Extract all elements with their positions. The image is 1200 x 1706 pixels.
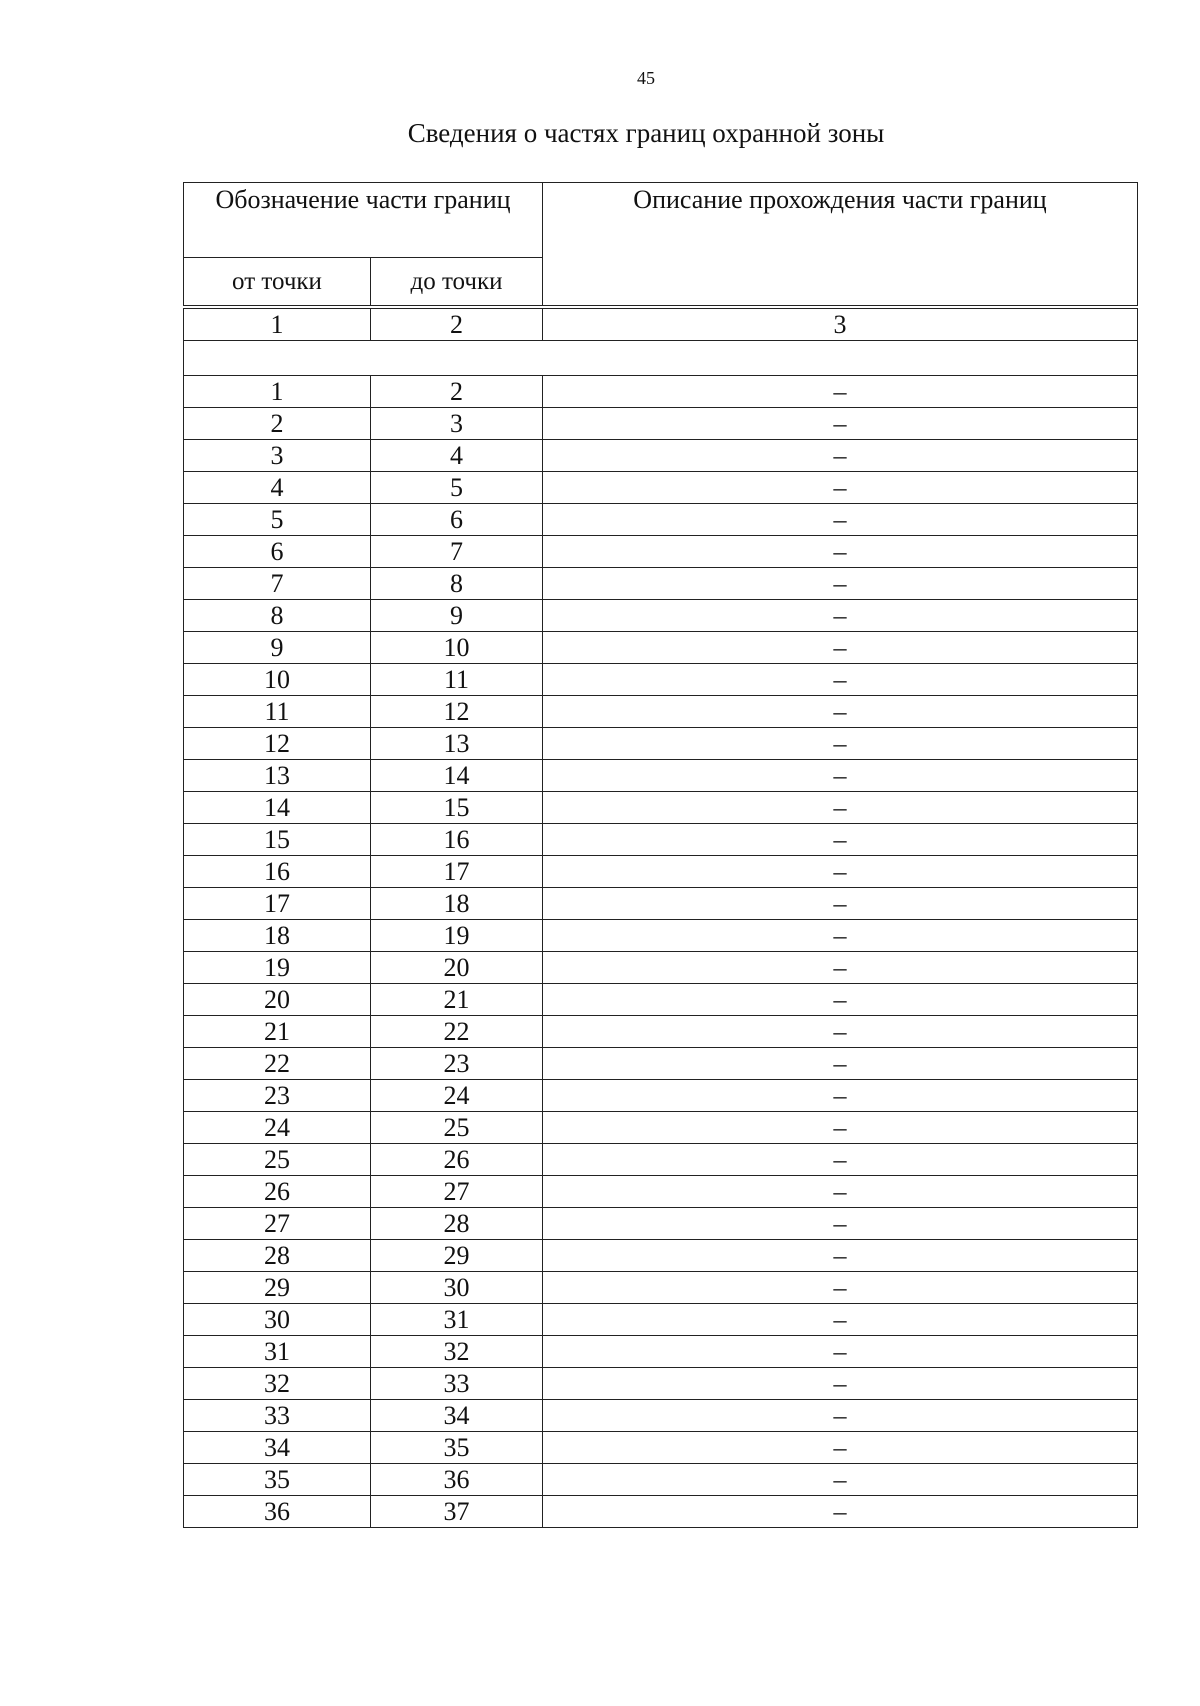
cell-from-point: 14 — [184, 792, 371, 824]
cell-description: – — [543, 1208, 1138, 1240]
cell-description: – — [543, 1080, 1138, 1112]
boundary-parts-table — [183, 182, 1138, 1528]
cell-description: – — [543, 952, 1138, 984]
cell-to-point: 7 — [371, 536, 543, 568]
cell-to-point: 10 — [371, 632, 543, 664]
cell-to-point: 21 — [371, 984, 543, 1016]
cell-description: – — [543, 728, 1138, 760]
column-number-3: 3 — [543, 309, 1138, 341]
table-row — [184, 1240, 1138, 1272]
header-from-point: от точки — [184, 258, 371, 306]
cell-description: – — [543, 1240, 1138, 1272]
cell-to-point: 11 — [371, 664, 543, 696]
cell-from-point: 4 — [184, 472, 371, 504]
cell-to-point: 25 — [371, 1112, 543, 1144]
cell-from-point: 20 — [184, 984, 371, 1016]
table-row — [184, 1016, 1138, 1048]
table-row — [184, 792, 1138, 824]
table-row — [184, 1048, 1138, 1080]
cell-description: – — [543, 1176, 1138, 1208]
cell-description: – — [543, 472, 1138, 504]
cell-to-point: 37 — [371, 1496, 543, 1528]
cell-to-point: 8 — [371, 568, 543, 600]
cell-to-point: 12 — [371, 696, 543, 728]
document-title: Сведения о частях границ охранной зоны — [407, 118, 885, 148]
table-row — [184, 664, 1138, 696]
table-row — [184, 1464, 1138, 1496]
cell-from-point: 36 — [184, 1496, 371, 1528]
cell-from-point: 2 — [184, 408, 371, 440]
cell-to-point: 4 — [371, 440, 543, 472]
table-row — [184, 696, 1138, 728]
cell-description: – — [543, 440, 1138, 472]
cell-description: – — [543, 696, 1138, 728]
cell-to-point: 13 — [371, 728, 543, 760]
cell-from-point: 5 — [184, 504, 371, 536]
table-row — [184, 504, 1138, 536]
cell-from-point: 6 — [184, 536, 371, 568]
cell-to-point: 26 — [371, 1144, 543, 1176]
cell-from-point: 26 — [184, 1176, 371, 1208]
cell-from-point: 3 — [184, 440, 371, 472]
table-row — [184, 1112, 1138, 1144]
header-row-main — [184, 183, 1138, 258]
blank-cell — [184, 341, 1138, 376]
table-row — [184, 888, 1138, 920]
cell-to-point: 22 — [371, 1016, 543, 1048]
cell-from-point: 12 — [184, 728, 371, 760]
cell-description: – — [543, 1400, 1138, 1432]
cell-description: – — [543, 504, 1138, 536]
cell-from-point: 11 — [184, 696, 371, 728]
cell-to-point: 34 — [371, 1400, 543, 1432]
blank-row — [184, 341, 1138, 376]
cell-description: – — [543, 1464, 1138, 1496]
table-row — [184, 856, 1138, 888]
table-row — [184, 1336, 1138, 1368]
header-to-point: до точки — [371, 258, 543, 306]
cell-to-point: 20 — [371, 952, 543, 984]
cell-description: – — [543, 1272, 1138, 1304]
cell-from-point: 28 — [184, 1240, 371, 1272]
cell-to-point: 28 — [371, 1208, 543, 1240]
table-row — [184, 600, 1138, 632]
table-row — [184, 824, 1138, 856]
cell-description: – — [543, 632, 1138, 664]
cell-description: – — [543, 536, 1138, 568]
cell-to-point: 36 — [371, 1464, 543, 1496]
cell-description: – — [543, 408, 1138, 440]
cell-from-point: 33 — [184, 1400, 371, 1432]
table-row — [184, 568, 1138, 600]
table-row — [184, 632, 1138, 664]
column-number-1: 1 — [184, 309, 371, 341]
cell-description: – — [543, 824, 1138, 856]
table-row — [184, 472, 1138, 504]
cell-from-point: 32 — [184, 1368, 371, 1400]
table-row — [184, 1176, 1138, 1208]
table-row — [184, 536, 1138, 568]
cell-to-point: 32 — [371, 1336, 543, 1368]
cell-to-point: 27 — [371, 1176, 543, 1208]
table-row — [184, 952, 1138, 984]
cell-to-point: 29 — [371, 1240, 543, 1272]
cell-description: – — [543, 856, 1138, 888]
cell-from-point: 18 — [184, 920, 371, 952]
table-row — [184, 376, 1138, 408]
table-row — [184, 1400, 1138, 1432]
cell-to-point: 24 — [371, 1080, 543, 1112]
cell-to-point: 18 — [371, 888, 543, 920]
table-row — [184, 440, 1138, 472]
column-number-2: 2 — [371, 309, 543, 341]
table-row — [184, 984, 1138, 1016]
cell-description: – — [543, 1336, 1138, 1368]
cell-description: – — [543, 600, 1138, 632]
cell-to-point: 6 — [371, 504, 543, 536]
cell-to-point: 9 — [371, 600, 543, 632]
header-description: Описание прохождения части границ — [543, 183, 1138, 306]
cell-from-point: 19 — [184, 952, 371, 984]
cell-to-point: 35 — [371, 1432, 543, 1464]
cell-from-point: 7 — [184, 568, 371, 600]
table-row — [184, 1368, 1138, 1400]
page-number: 45 — [637, 68, 655, 88]
cell-from-point: 24 — [184, 1112, 371, 1144]
cell-from-point: 10 — [184, 664, 371, 696]
cell-from-point: 16 — [184, 856, 371, 888]
cell-description: – — [543, 760, 1138, 792]
table-row — [184, 760, 1138, 792]
cell-description: – — [543, 984, 1138, 1016]
cell-description: – — [543, 1432, 1138, 1464]
cell-description: – — [543, 1144, 1138, 1176]
table-row — [184, 1208, 1138, 1240]
boundary-parts-table-container — [183, 182, 1137, 1528]
cell-from-point: 31 — [184, 1336, 371, 1368]
cell-description: – — [543, 1304, 1138, 1336]
cell-description: – — [543, 1048, 1138, 1080]
cell-to-point: 30 — [371, 1272, 543, 1304]
cell-from-point: 1 — [184, 376, 371, 408]
cell-description: – — [543, 664, 1138, 696]
cell-from-point: 8 — [184, 600, 371, 632]
table-row — [184, 1272, 1138, 1304]
table-row — [184, 1304, 1138, 1336]
cell-from-point: 9 — [184, 632, 371, 664]
cell-to-point: 17 — [371, 856, 543, 888]
cell-from-point: 34 — [184, 1432, 371, 1464]
table-row — [184, 408, 1138, 440]
cell-from-point: 22 — [184, 1048, 371, 1080]
cell-to-point: 23 — [371, 1048, 543, 1080]
cell-from-point: 23 — [184, 1080, 371, 1112]
cell-to-point: 31 — [371, 1304, 543, 1336]
cell-from-point: 27 — [184, 1208, 371, 1240]
cell-from-point: 17 — [184, 888, 371, 920]
cell-description: – — [543, 568, 1138, 600]
cell-to-point: 5 — [371, 472, 543, 504]
column-number-row — [184, 309, 1138, 341]
cell-to-point: 15 — [371, 792, 543, 824]
cell-description: – — [543, 1112, 1138, 1144]
cell-description: – — [543, 888, 1138, 920]
table-row — [184, 728, 1138, 760]
cell-description: – — [543, 1496, 1138, 1528]
cell-from-point: 29 — [184, 1272, 371, 1304]
cell-description: – — [543, 376, 1138, 408]
cell-description: – — [543, 1016, 1138, 1048]
cell-to-point: 14 — [371, 760, 543, 792]
table-row — [184, 1144, 1138, 1176]
cell-from-point: 35 — [184, 1464, 371, 1496]
cell-description: – — [543, 920, 1138, 952]
cell-from-point: 15 — [184, 824, 371, 856]
cell-to-point: 16 — [371, 824, 543, 856]
cell-from-point: 25 — [184, 1144, 371, 1176]
cell-to-point: 33 — [371, 1368, 543, 1400]
cell-from-point: 21 — [184, 1016, 371, 1048]
cell-to-point: 3 — [371, 408, 543, 440]
table-body — [184, 183, 1138, 1528]
table-row — [184, 920, 1138, 952]
header-designation: Обозначение части границ — [184, 183, 543, 258]
cell-to-point: 2 — [371, 376, 543, 408]
cell-description: – — [543, 792, 1138, 824]
cell-from-point: 30 — [184, 1304, 371, 1336]
table-row — [184, 1496, 1138, 1528]
table-row — [184, 1432, 1138, 1464]
cell-description: – — [543, 1368, 1138, 1400]
table-row — [184, 1080, 1138, 1112]
cell-to-point: 19 — [371, 920, 543, 952]
cell-from-point: 13 — [184, 760, 371, 792]
